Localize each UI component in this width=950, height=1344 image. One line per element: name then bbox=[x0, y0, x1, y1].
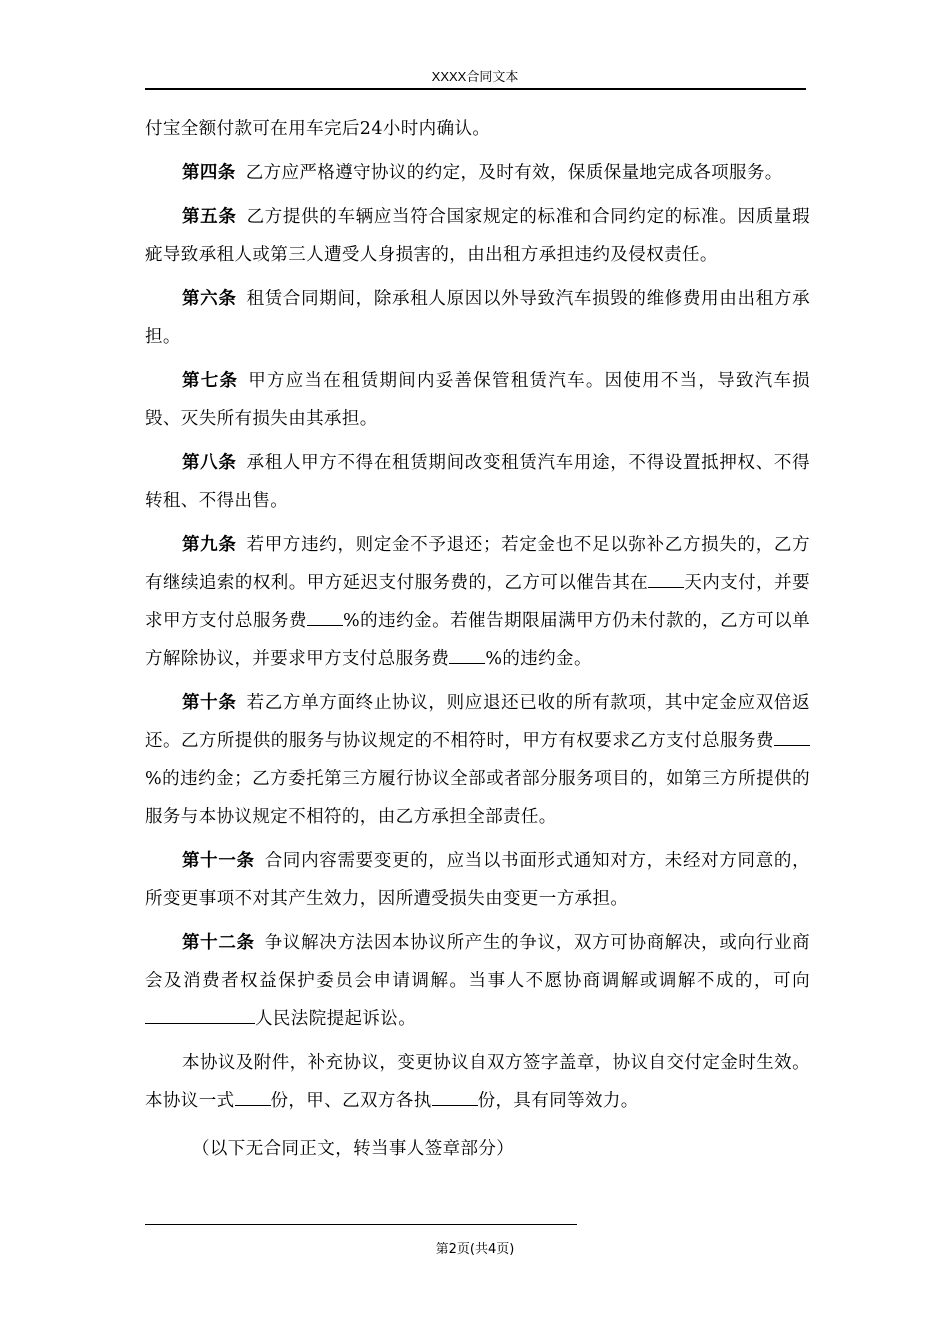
article-7 bbox=[145, 362, 810, 438]
article-4 bbox=[145, 154, 810, 192]
fill-blank-court bbox=[145, 1009, 255, 1024]
article-5 bbox=[145, 198, 810, 274]
article-8 bbox=[145, 444, 810, 520]
article-number: 第五条 bbox=[182, 207, 237, 227]
article-text: %的违约金。 bbox=[485, 649, 592, 669]
effectiveness-clause bbox=[145, 1044, 810, 1120]
article-text: 合同内容需要变更的，应当以书面形式通知对方，未经对方同意的，所变更事项不对其产生效力，因所遭受损失由变更一方承担。 bbox=[145, 851, 810, 909]
article-text: %的违约金。若催告期限届满甲方仍未付款的，乙方可以单方解除协议，并要求甲方支付总服务费 bbox=[145, 611, 810, 669]
page-number: 第2页(共4页) bbox=[435, 1242, 515, 1257]
paragraph-text: 付宝全额付款可在用车完后24小时内确认。 bbox=[145, 119, 491, 139]
footer-divider bbox=[145, 1224, 577, 1225]
article-text: 甲方应当在租赁期间内妥善保管租赁汽车。因使用不当，导致汽车损毁、灭失所有损失由其承担。 bbox=[145, 371, 811, 429]
end-of-text-note: （以下无合同正文，转当事人签章部分） bbox=[192, 1139, 515, 1159]
fill-blank-copies bbox=[235, 1091, 271, 1106]
fill-blank-days bbox=[648, 573, 684, 588]
fill-blank-percent bbox=[307, 611, 343, 626]
article-text: 争议解决方法因本协议所产生的争议，双方可协商解决，或向行业商会及消费者权益保护委员会申请调解。当事人不愿协商调解或调解不成的，可向 bbox=[145, 933, 810, 991]
clause-text: 份，甲、乙双方各执 bbox=[270, 1091, 432, 1111]
page-header-title: XXXX合同文本 bbox=[431, 69, 519, 84]
article-number: 第十二条 bbox=[182, 933, 255, 953]
fill-blank-percent bbox=[774, 731, 810, 746]
fill-blank-percent bbox=[449, 649, 485, 664]
article-text: 若乙方单方面终止协议，则应退还已收的所有款项，其中定金应双倍返还。乙方所提供的服务与协议规定的不相符时，甲方有权要求乙方支付总服务费 bbox=[145, 693, 810, 751]
fill-blank-copies-each bbox=[432, 1091, 478, 1106]
article-12 bbox=[145, 924, 810, 1038]
clause-text: 份，具有同等效力。 bbox=[477, 1091, 639, 1111]
article-text: 承租人甲方不得在租赁期间改变租赁汽车用途，不得设置抵押权、不得转租、不得出售。 bbox=[145, 453, 810, 511]
article-text: 若甲方违约，则定金不予退还；若定金也不足以弥补乙方损失的，乙方有继续追索的权利。甲方延迟支付服务费的，乙方可以催告其在 bbox=[145, 535, 810, 593]
header-divider bbox=[145, 88, 806, 90]
article-text: 乙方应严格遵守协议的约定，及时有效，保质保量地完成各项服务。 bbox=[245, 163, 783, 183]
article-6 bbox=[145, 280, 810, 356]
paragraph-continuation bbox=[145, 110, 810, 148]
article-text: 天内支付，并要求甲方支付总服务费 bbox=[145, 573, 810, 631]
article-number: 第四条 bbox=[182, 163, 236, 183]
article-text: %的违约金；乙方委托第三方履行协议全部或者部分服务项目的，如第三方所提供的服务与本协议规定不相符的，由乙方承担全部责任。 bbox=[145, 769, 810, 827]
article-number: 第九条 bbox=[182, 535, 237, 555]
article-9 bbox=[145, 526, 810, 678]
article-10 bbox=[145, 684, 810, 836]
article-number: 第十一条 bbox=[182, 851, 255, 871]
article-number: 第八条 bbox=[182, 453, 237, 473]
article-number: 第七条 bbox=[182, 371, 239, 391]
article-number: 第六条 bbox=[182, 289, 237, 309]
article-text: 乙方提供的车辆应当符合国家规定的标准和合同约定的标准。因质量瑕疵导致承租人或第三人遭受人身损害的，由出租方承担违约及侵权责任。 bbox=[145, 207, 810, 265]
clause-text: 本协议及附件，补充协议，变更协议自双方签字盖章，协议自交付定金时生效。 本协议一式 bbox=[145, 1053, 810, 1111]
article-11 bbox=[145, 842, 810, 918]
article-number: 第十条 bbox=[182, 693, 237, 713]
contract-body bbox=[145, 110, 810, 1126]
article-text: 人民法院提起诉讼。 bbox=[255, 1009, 417, 1029]
article-text: 租赁合同期间，除承租人原因以外导致汽车损毁的维修费用由出租方承担。 bbox=[145, 289, 810, 347]
